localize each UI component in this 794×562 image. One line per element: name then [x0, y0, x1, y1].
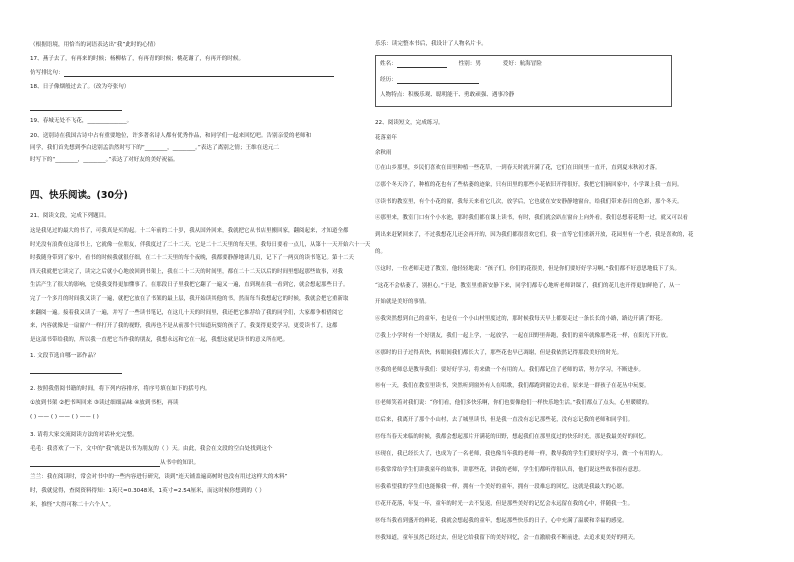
article-paragraph-line: ⑯我希望我的学生们也能像我一样，拥有一个美好的童年，拥有一段难忘的回忆，这就是我最大的心愿。 [375, 484, 628, 491]
article-paragraph-line: ⑱每当我看到盛开的鲜花，我就会想起我的童年，想起那些快乐的日子，心中充满了温暖和幸福的感觉。 [375, 517, 628, 524]
passage-line: 来翻阅一遍。接着我又读了一遍，并写了一些读书笔记，在这几十天的时间里，我还把它推荐给了我的同学们，大家都争相借阅它 [30, 309, 343, 316]
dialogue-lanlan-end: 米，推怪“大得可称二十六个人”。 [30, 502, 115, 508]
question-20-line1: 20、送别诗在我国古诗中占有重要地位，许多著名诗人都有优秀作品，和同学们一起来回忆吧。告别亲爱的老师和 [30, 133, 312, 139]
answer-line[interactable] [64, 71, 334, 77]
dialogue-maomao-cont: 从书中的知识。 [30, 460, 199, 467]
article-paragraph-line: ②那个冬天冷了，种植的花也有了些枯萎的迹象，只有田里的那些小花依旧开得很好，我把它们摘回家中，小学课上我一直问。 [375, 181, 683, 188]
card-row-1: 姓名： 性别：男 爱好：航海冒险 [380, 61, 542, 67]
article-paragraph-line: ⑪老师笑着对我们说：“你们看，他们多快乐啊，你们也要像他们一样快乐地生活。”我们都点了点头，心里暖暖的。 [375, 400, 653, 407]
passage-line: 时光没有浪费在这部书上，它就像一位朋友，伴我度过了二十二天。它是二十二天里的每天里，我每日要看一点儿，从第十一天开始六十一天 [30, 241, 371, 248]
article-paragraph-line: ⑧那时的日子过得真快，转眼间我们都长大了，那些花也早已凋谢，但是我依然记得那段美好的时光。 [375, 349, 623, 356]
article-paragraph-line: ⑨我的老师总是教导我们：要好好学习，将来做一个有用的人。我们都记住了老师的话，努力学习，不断进步。 [375, 366, 645, 373]
dialogue-lanlan: 兰兰：我在阅读时，常会对书中的一些内容进行研究，读到“连天铺盖遍高树时也没有用过这样大的木料” [30, 474, 288, 480]
article-paragraph-line: ⑦我上小学时有一个好朋友，我们一起上学，一起放学，一起在田野里奔跑，我们的童年就像那些花一样，在阳光下开放。 [375, 333, 672, 339]
sub-question-2: 2. 按照我借阅书籍的时间，将下列内容排序，将序号填在如下的括号内。 [30, 386, 211, 392]
dialogue-lanlan-cont: 时，我就觉得，查阅资料得知：1英尺=0.3048米，1英寸=2.54厘米，而这时候你想到的（ ） [30, 488, 265, 494]
question-20-line2: 同学，我们首先想到李白送别孟浩然时写下的“________，________。”表达了离别之情；王维在送元二 [30, 145, 280, 151]
question-17-sub: 仿写排比句： [30, 70, 334, 77]
article-paragraph-line: ⑤这时，一位老师走进了教室，他轻轻地说：“孩子们，你们的花很美，但是你们要好好学习啊。”我们都不好意思地低下了头。 [375, 265, 680, 272]
passage-line: 是这部书带给我的，所以我一直把它当作我的朋友，我想永远和它在一起，我想这就是读书的意义所在吧。 [30, 336, 289, 343]
sub-question-2-sequence[interactable]: ( ) —— ( ) —— ( ) —— ( ) [30, 414, 99, 420]
article-paragraph-line: 的。 [375, 249, 386, 255]
question-17: 17、燕子去了，有再来的时候；杨柳枯了，有再青的时候；桃花谢了，有再开的时候。 [30, 56, 245, 62]
article-paragraph-line: ⑰花开花落，年复一年，童年的时光一去不复返，但是那些美好的记忆会永远留在我的心中，伴随我一生。 [375, 501, 634, 507]
article-paragraph-line: ⑮我常常给学生们讲我童年的故事，讲那些花，讲我的老师，学生们都听得很认真，他们说这些故事很有意思。 [375, 467, 645, 474]
passage-line: 生活产生了很大的影响，它使我变得更加懂事了。在那段日子里我把它翻了一遍又一遍，直到现在我一看到它，就会想起那些日子。 [30, 282, 349, 289]
article-paragraph-line: ⑫后来，我离开了那个小山村，去了城里读书，但是我一直没有忘记那些花，没有忘记我的老师和同学们。 [375, 417, 634, 423]
card-intro: 乐乐：读完整本书后，我设计了人物名片卡。 [375, 41, 487, 47]
section-4-heading: 四、快乐阅读。(30分) [30, 190, 128, 201]
right-column [375, 0, 773, 562]
article-paragraph-line: ①在山乡那里，乡民们喜欢在田里种植一些花草，一到春天时就开满了花，它们在田间里一直开，直到夏末秋初才落。 [375, 165, 661, 171]
character-card [375, 55, 672, 107]
passage-line: 四天我就把它读完了，读完之后就小心地放回到书架上，我在二十二天的时间里，都在二十二天以后的时间里想起那些故事，对我 [30, 268, 343, 275]
card-row-3: 人物特点：积极乐观、聪明能干、勇敢顽强、遇事冷静 [380, 92, 515, 98]
article-paragraph-line: ④那里来，教室门口有个小水池，那时我们都在课上读书，有时，我们就会趴在窗台上向外看，我们总想着花期一过，就又可以看 [375, 215, 688, 222]
sub-question-2-options: ①放到书架 ②把书叫回来 ③读过细细品味 ④放到书柜，再读 [30, 400, 179, 406]
article-paragraph-line: 到出来赶紧回来了，不过我想花儿还会再开的，因为我们都很喜欢它们，我一直等它们重新开放，花园里有一个老，我是喜欢的，花 [375, 232, 694, 239]
name-field[interactable] [397, 62, 447, 68]
question-18: 18、日子像烟般过去了。（改为夸张句） [30, 84, 130, 90]
article-paragraph-line: “这花不会枯萎了，别担心。”于是，教室里重新安静下来，同学们都专心地听老师讲课了，我们的花儿也开得更加鲜艳了，从一 [375, 282, 680, 289]
article-paragraph-line: ⑭现在，我已经长大了，也成为了一名老师，我也像当年我的老师一样，教导我的学生们要好好学习，做一个有用的人。 [375, 450, 667, 457]
article-paragraph-line: 开始就是美好的事情。 [375, 299, 430, 306]
card-row-2: 经历： [380, 77, 479, 84]
experience-field[interactable] [397, 78, 479, 84]
passage-line: 这是我见过的最大的书了，可我真是买的起。十二年前的二十岁，我从国外回来，我就把它从书店里搬回家，翻阅起来，才知道全都 [30, 228, 349, 234]
sub-question-3: 3. 请将大家交流阅读方法的对话补充完整。 [30, 432, 138, 438]
answer-line-1[interactable] [30, 367, 122, 374]
sub-question-1: 1. 文段节选自哪一部作品？ [30, 353, 99, 359]
question-22: 22、阅读短文，完成练习。 [375, 120, 444, 126]
article-paragraph-line: ③读书的教室里，有个小花的窗，我每天来看它几次，放学后，它也就在安安静静地窗台，给我们带来春日的色彩，那个冬天。 [375, 198, 683, 205]
article-paragraph-line: ⑥我突然想到自己的童年，也是在一个小山村里度过的，那时候我每天早上都要走过一条长长的小路，路边开满了野花。 [375, 316, 667, 323]
dialogue-maomao: 毛毛：我喜欢了一下，文中的“我”就是以书为朋友的（ ）天。由此，我会在文段的空白处找到这个 [30, 446, 273, 452]
article-paragraph-line: ⑲我知道，童年虽然已经过去，但是它给我留下的美好回忆，会一直激励我不断前进，去追求更美好的明天。 [375, 534, 639, 541]
passage-line: 完了一个多月的时间我又读了一遍，就把它放在了书架的最上层，我开始读其他的书，然而每当我想起它的时候，我就会把它重新取 [30, 296, 349, 302]
answer-line-18[interactable] [30, 104, 122, 111]
passage-line: 来，内容就像是一扇窗户一样打开了我的视野，我再也不是从前那个只知道玩耍的孩子了，我变得更爱学习，更爱读书了，这都 [30, 323, 338, 330]
article-author: 余秋雨 [375, 150, 392, 156]
article-title: 花落童年 [375, 135, 397, 141]
question-19: 19、春城无处不飞花，______________。 [30, 118, 133, 124]
left-column [30, 0, 382, 562]
passage-line: 时我随身带到了家中，看书的时候我就很仔细，在二十二天里的每个夜晚，我都要静静地读几页，记下了一两页的读书笔记。第十二天 [30, 255, 354, 262]
q-prompt: （根据语境，用恰当的词语表达出“我”此时的心情） [30, 42, 159, 48]
article-paragraph-line: ⑩有一天，我们在教室里读书，突然听到窗外有人在唱歌，我们都跑到窗边去看，原来是一群孩子在花丛中玩耍。 [375, 383, 650, 390]
article-paragraph-line: ⑬每当春天来临的时候，我都会想起那片开满花的田野，想起我们在那里度过的快乐时光，那是我最美好的回忆。 [375, 433, 650, 440]
question-20-line3: 时写下的“________，________。”表达了对好友的美好祝福。 [30, 157, 179, 163]
question-21: 21、阅读文段，完成下列题目。 [30, 213, 110, 219]
